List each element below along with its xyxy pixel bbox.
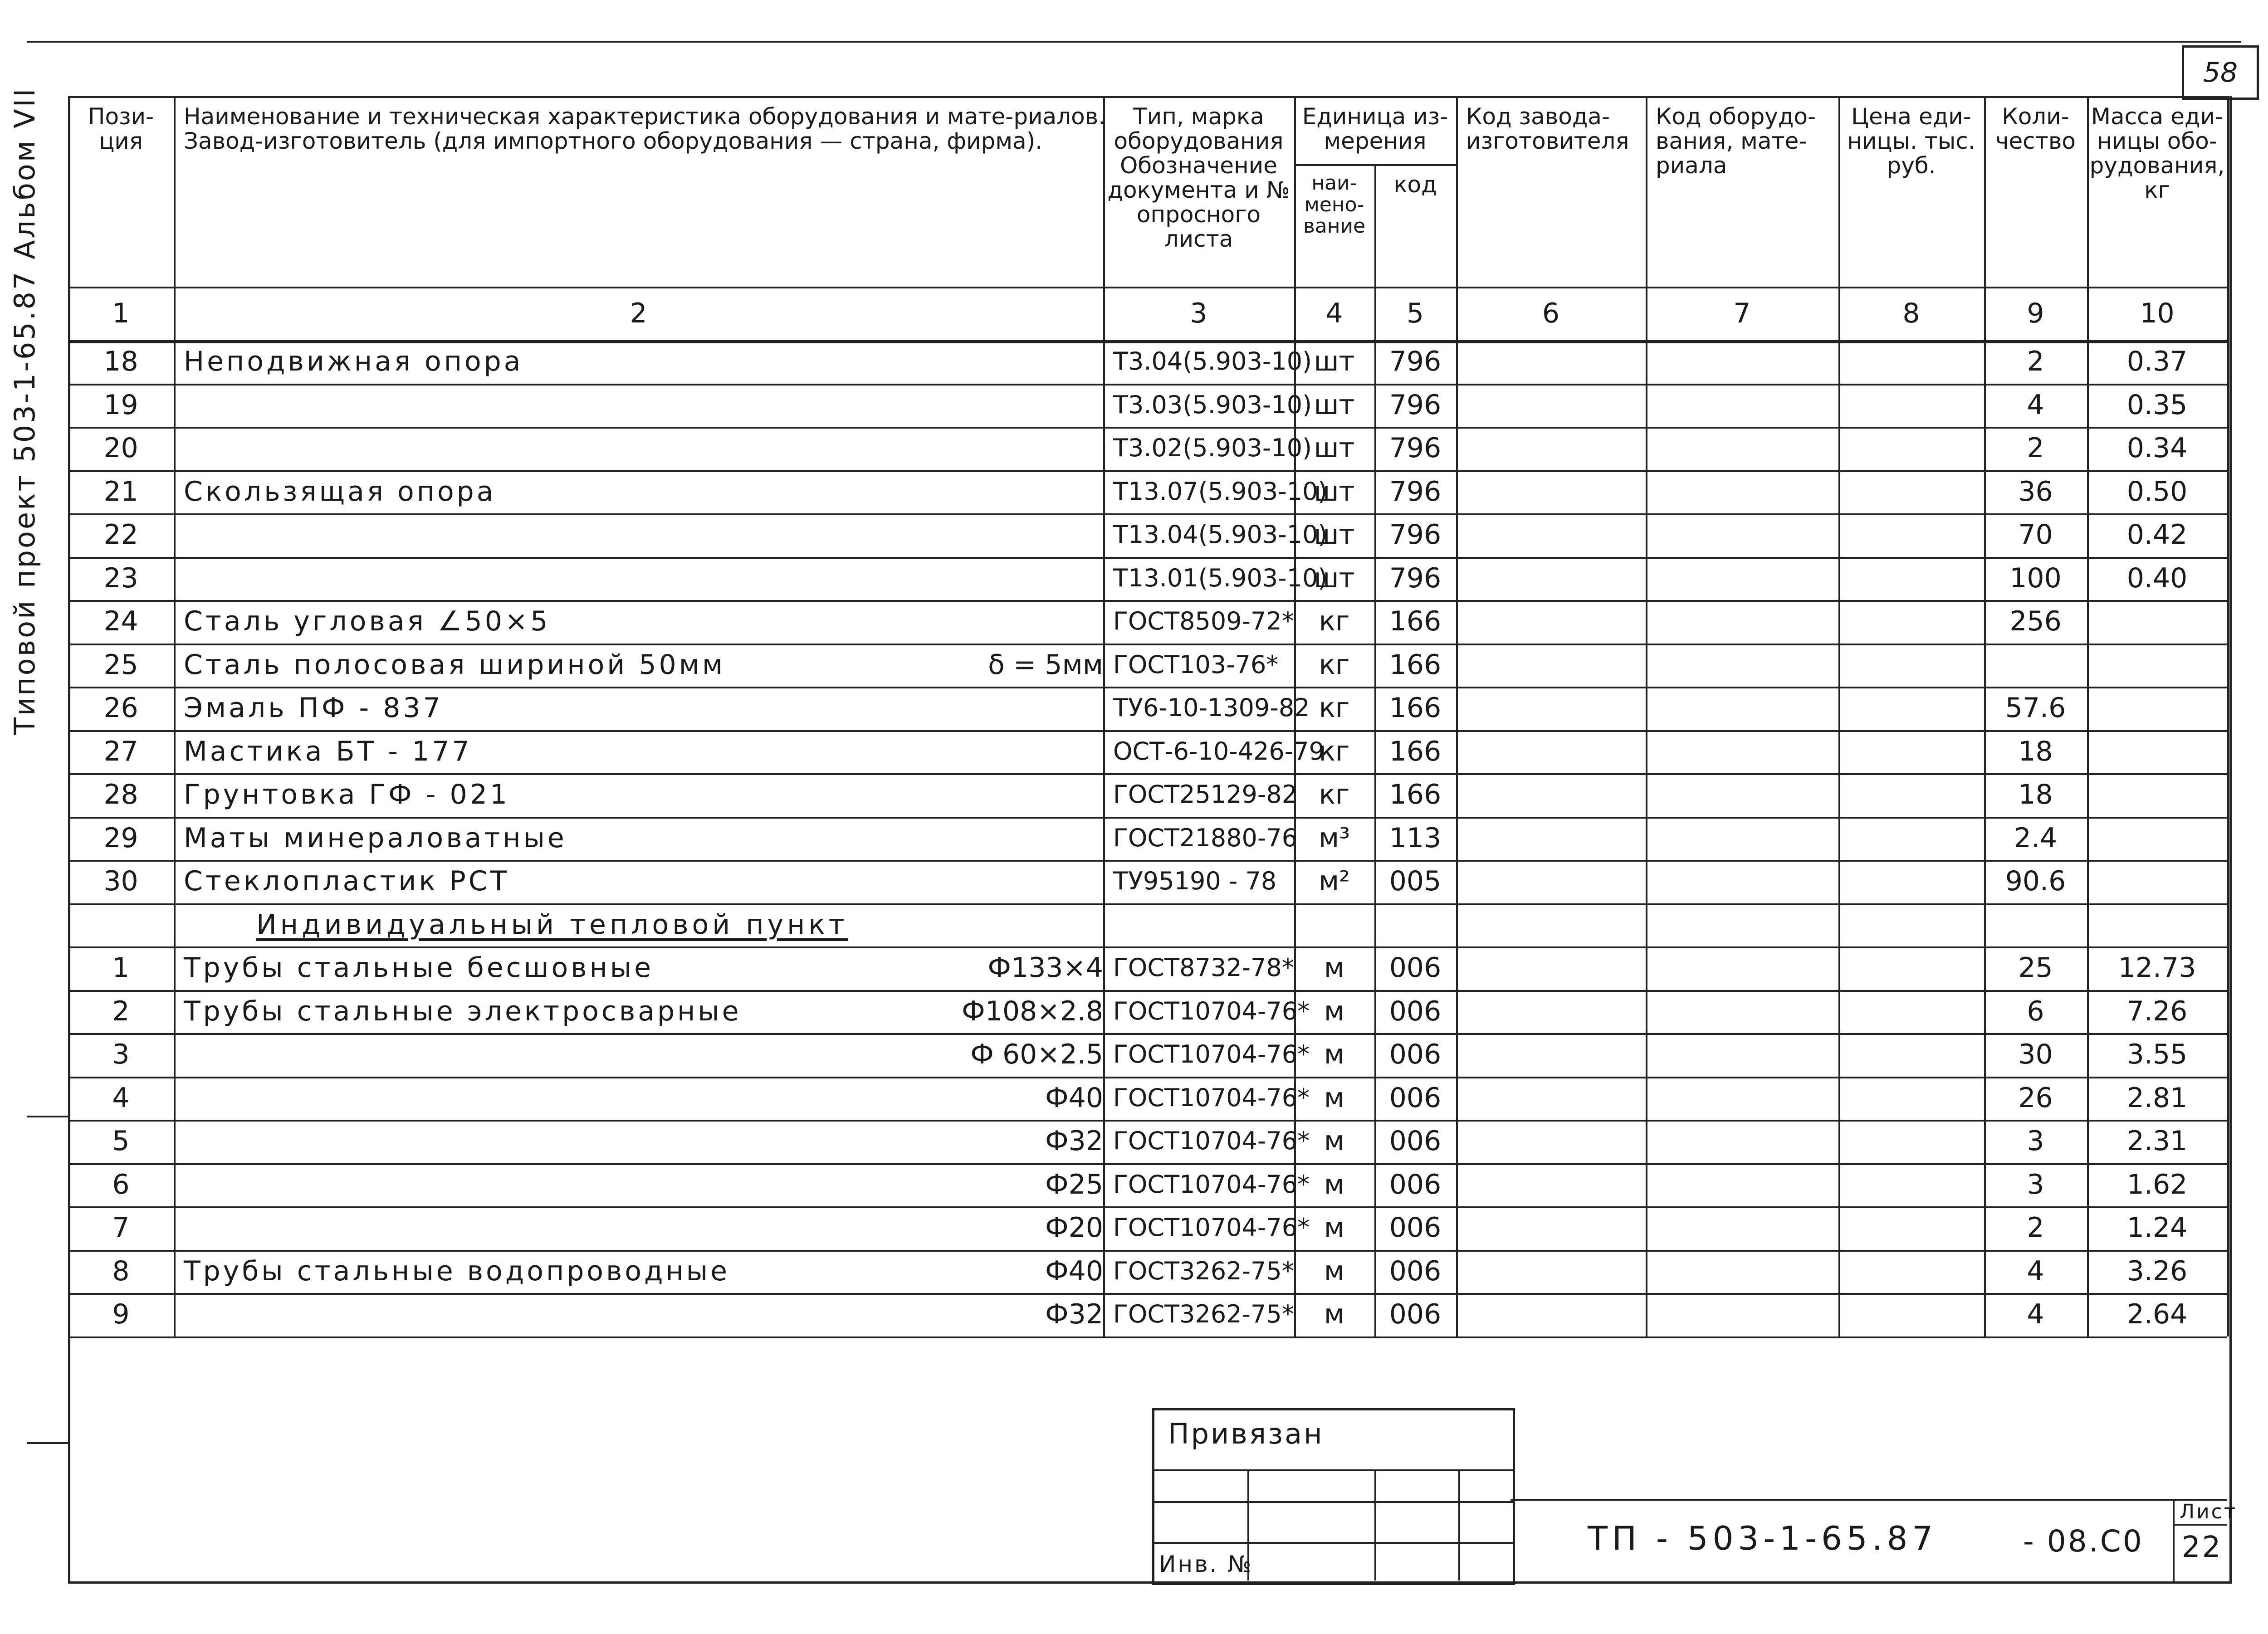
row-name: Мастика БТ - 177: [184, 735, 472, 767]
row-quantity: 30: [2018, 1039, 2053, 1071]
row-quantity: 6: [2027, 995, 2044, 1027]
row-quantity: [1984, 903, 2087, 947]
stamp-divider: [2173, 1499, 2175, 1581]
row-name: [174, 513, 895, 557]
row-unit-mass: 0.40: [2126, 562, 2188, 594]
row-unit-name: м: [1324, 1212, 1345, 1244]
row-position: 18: [103, 346, 138, 378]
row-name: [174, 384, 895, 427]
row-position: 21: [103, 475, 138, 507]
row-unit-name: кг: [1319, 692, 1350, 724]
row-unit-name: м: [1324, 1125, 1345, 1157]
row-document: ГОСТ21880-76: [1113, 823, 1298, 852]
row-unit-mass: 2.64: [2126, 1298, 2188, 1331]
row-unit-name: шт: [1314, 519, 1355, 551]
row-dimension: [894, 427, 1113, 470]
header-col1: Пози-ция: [88, 103, 154, 154]
row-unit-name: м: [1324, 1082, 1345, 1114]
row-unit-mass: [2087, 903, 2227, 947]
row-quantity: 4: [2027, 389, 2044, 421]
row-position: 8: [112, 1255, 130, 1287]
row-unit-code: 166: [1389, 605, 1442, 638]
row-unit-code: 796: [1389, 562, 1442, 594]
row-document: Т3.02(5.903-10): [1113, 434, 1312, 463]
column-number: 4: [1325, 297, 1343, 329]
column-number: 1: [112, 297, 130, 329]
row-unit-name: м: [1324, 1298, 1345, 1331]
stamp-divider: [2173, 1524, 2227, 1526]
row-unit-name: шт: [1314, 389, 1355, 421]
row-name: Трубы стальные электросварные: [184, 995, 742, 1027]
row-unit-code: 006: [1389, 952, 1442, 984]
header-unit-group: Единица из-мерения: [1302, 103, 1448, 154]
row-name: [174, 1206, 895, 1250]
row-position: 6: [112, 1168, 130, 1200]
row-quantity: [1984, 644, 2087, 687]
row-quantity: 2: [2027, 346, 2044, 378]
row-document: ГОСТ8509-72*: [1113, 607, 1294, 636]
row-name: [174, 427, 895, 470]
row-document: Т3.04(5.903-10): [1113, 347, 1312, 376]
row-dimension: Ф32: [1045, 1125, 1103, 1157]
row-quantity: 70: [2018, 519, 2053, 551]
row-document: ГОСТ10704-76*: [1113, 1127, 1310, 1156]
row-name: [174, 1163, 895, 1207]
row-unit-code: 006: [1389, 1255, 1442, 1287]
row-quantity: 25: [2018, 952, 2053, 984]
row-document: ГОСТ3262-75*: [1113, 1300, 1294, 1329]
row-document: ГОСТ10704-76*: [1113, 1213, 1310, 1242]
row-name: Скользящая опора: [184, 475, 496, 507]
row-document: ГОСТ10704-76*: [1113, 996, 1310, 1025]
row-unit-code: 005: [1389, 865, 1442, 897]
row-position: 20: [103, 432, 138, 464]
row-unit-name: [1294, 903, 1374, 947]
column-number: 7: [1733, 297, 1751, 329]
row-position: 7: [112, 1212, 130, 1244]
row-unit-code: 006: [1389, 1125, 1442, 1157]
header-col2: Наименование и техническая характеристика оборудования и мате-риалов. Завод-изготовитель (для импортного оборудования — страна, фирма).: [184, 103, 1106, 154]
top-border-line: [27, 41, 2241, 43]
row-unit-mass: [2087, 600, 2227, 644]
row-document: ГОСТ3262-75*: [1113, 1256, 1294, 1285]
header-col4: наи-мено-вание: [1303, 171, 1366, 238]
row-document: ГОСТ8732-78*: [1113, 953, 1294, 982]
row-position: [68, 903, 174, 947]
row-quantity: 18: [2018, 735, 2053, 767]
row-unit-code: 796: [1389, 519, 1442, 551]
row-dimension: [894, 384, 1113, 427]
header-col10: Масса еди-ницы обо-рудования, кг: [2089, 103, 2225, 203]
row-dimension: [894, 687, 1113, 730]
row-unit-name: м²: [1318, 865, 1350, 897]
row-position: 22: [103, 519, 138, 551]
row-name: Сталь полосовая шириной 50мм: [184, 649, 726, 681]
row-quantity: 3: [2027, 1168, 2044, 1200]
row-unit-name: кг: [1319, 649, 1350, 681]
row-unit-name: кг: [1319, 779, 1350, 811]
row-document: Т13.04(5.903-10): [1113, 520, 1328, 549]
row-unit-mass: 1.62: [2126, 1168, 2188, 1200]
list-number: 22: [2182, 1531, 2223, 1564]
stamp-divider: [1152, 1469, 1515, 1471]
row-unit-code: 166: [1389, 649, 1442, 681]
row-unit-code: [1374, 903, 1456, 947]
row-unit-mass: 2.81: [2126, 1082, 2188, 1114]
project-code: ТП - 503-1-65.87: [1588, 1519, 1938, 1557]
row-name: [174, 1033, 895, 1077]
row-dimension: δ = 5мм: [988, 649, 1103, 681]
row-position: 1: [112, 952, 130, 984]
row-quantity: 26: [2018, 1082, 2053, 1114]
row-unit-code: 006: [1389, 995, 1442, 1027]
row-unit-name: кг: [1319, 735, 1350, 767]
row-name: [174, 1077, 895, 1120]
document-mark: - 08.С0: [2023, 1524, 2144, 1559]
row-position: 4: [112, 1082, 130, 1114]
column-line: [2227, 96, 2229, 1336]
row-position: 24: [103, 605, 138, 638]
column-number: 5: [1406, 297, 1424, 329]
row-unit-mass: [2087, 687, 2227, 730]
row-unit-mass: 0.37: [2126, 346, 2188, 378]
row-name: Неподвижная опора: [184, 346, 523, 378]
row-unit-mass: [2087, 773, 2227, 817]
row-name: [174, 1293, 895, 1336]
header-col8: Цена еди-ницы. тыс. руб.: [1847, 103, 1975, 179]
row-unit-mass: [2087, 860, 2227, 903]
row-unit-name: шт: [1314, 475, 1355, 507]
row-position: 25: [103, 649, 138, 681]
row-unit-mass: 3.26: [2126, 1255, 2188, 1287]
row-quantity: 4: [2027, 1255, 2044, 1287]
row-unit-name: м: [1324, 995, 1345, 1027]
row-dimension: [894, 860, 1113, 903]
row-dimension: [894, 817, 1113, 860]
row-unit-code: 113: [1389, 822, 1442, 854]
column-number: 10: [2140, 297, 2175, 329]
row-unit-name: м³: [1318, 822, 1350, 854]
row-unit-mass: 0.42: [2126, 519, 2188, 551]
row-dimension: Ф108×2.8: [962, 995, 1103, 1027]
row-quantity: 3: [2027, 1125, 2044, 1157]
row-position: 27: [103, 735, 138, 767]
column-number: 2: [630, 297, 647, 329]
row-quantity: 2: [2027, 432, 2044, 464]
row-quantity: 57.6: [2005, 692, 2066, 724]
row-dimension: [894, 513, 1113, 557]
stamp-divider: [1152, 1501, 1515, 1503]
row-unit-code: 006: [1389, 1039, 1442, 1071]
section-title: Индивидуальный тепловой пункт: [256, 908, 848, 941]
row-document: ТУ6-10-1309-82: [1113, 693, 1310, 722]
row-unit-name: кг: [1319, 605, 1350, 638]
row-unit-code: 006: [1389, 1082, 1442, 1114]
column-number: 9: [2027, 297, 2044, 329]
sheet-number: 58: [2182, 45, 2259, 100]
header-col9: Коли-чество: [1995, 103, 2076, 154]
row-unit-code: 166: [1389, 779, 1442, 811]
row-position: 23: [103, 562, 138, 594]
row-name: [174, 1120, 895, 1163]
row-unit-code: 166: [1389, 735, 1442, 767]
row-position: 30: [103, 865, 138, 897]
row-unit-mass: [2087, 817, 2227, 860]
row-name: [174, 557, 895, 600]
row-dimension: [894, 903, 1113, 947]
row-unit-mass: 2.31: [2126, 1125, 2188, 1157]
row-dimension: [894, 470, 1113, 514]
row-document: ГОСТ25129-82: [1113, 780, 1298, 809]
row-quantity: 90.6: [2005, 865, 2066, 897]
row-unit-name: шт: [1314, 346, 1355, 378]
row-dimension: Ф 60×2.5: [970, 1039, 1103, 1071]
row-unit-code: 006: [1389, 1298, 1442, 1331]
privyazan-label: Привязан: [1168, 1417, 1324, 1450]
column-number: 6: [1542, 297, 1560, 329]
row-position: 2: [112, 995, 130, 1027]
stamp-top-line: [1510, 1499, 2227, 1501]
row-position: 19: [103, 389, 138, 421]
row-unit-code: 796: [1389, 432, 1442, 464]
row-unit-code: 006: [1389, 1212, 1442, 1244]
row-quantity: 4: [2027, 1298, 2044, 1331]
header-col7: Код оборудо-вания, мате-риала: [1656, 103, 1816, 179]
row-quantity: 256: [2009, 605, 2062, 638]
stamp-divider: [1152, 1542, 1515, 1544]
row-position: 5: [112, 1125, 130, 1157]
row-line: [68, 1336, 2227, 1338]
header-col3: Тип, марка оборудования Обозначение документа и № опросного листа: [1107, 103, 1290, 252]
row-document: ОСТ-6-10-426-79: [1113, 737, 1325, 766]
row-document: ГОСТ10704-76*: [1113, 1170, 1310, 1199]
row-name: Трубы стальные бесшовные: [184, 952, 654, 984]
row-document: Т3.03(5.903-10): [1113, 390, 1312, 419]
row-unit-code: 796: [1389, 389, 1442, 421]
row-document: Т13.01(5.903-10): [1113, 563, 1328, 592]
row-dimension: [894, 730, 1113, 774]
column-number: 3: [1190, 297, 1207, 329]
row-unit-code: 166: [1389, 692, 1442, 724]
row-unit-mass: 1.24: [2126, 1212, 2188, 1244]
row-dimension: [894, 340, 1113, 384]
row-unit-mass: 7.26: [2126, 995, 2188, 1027]
row-unit-mass: [2087, 644, 2227, 687]
row-unit-mass: 0.50: [2126, 475, 2188, 507]
margin-tick: [27, 1442, 68, 1444]
row-document: ГОСТ10704-76*: [1113, 1083, 1310, 1112]
row-document: ТУ95190 - 78: [1113, 867, 1277, 896]
row-dimension: Ф32: [1045, 1298, 1103, 1331]
row-position: 26: [103, 692, 138, 724]
row-document: ГОСТ10704-76*: [1113, 1040, 1310, 1069]
row-name: Трубы стальные водопроводные: [184, 1255, 730, 1287]
row-unit-mass: 12.73: [2118, 952, 2196, 984]
row-unit-code: 796: [1389, 475, 1442, 507]
album-side-label: Типовой проект 503-1-65.87 Альбом VII: [8, 87, 41, 735]
stamp-divider: [1458, 1469, 1460, 1580]
row-unit-name: м: [1324, 1255, 1345, 1287]
row-unit-code: 796: [1389, 346, 1442, 378]
row-document: [1103, 903, 1304, 947]
row-position: 28: [103, 779, 138, 811]
margin-tick: [27, 1116, 68, 1117]
row-dimension: [894, 557, 1113, 600]
row-dimension: Ф25: [1045, 1168, 1103, 1200]
row-quantity: 18: [2018, 779, 2053, 811]
row-name: Стеклопластик РСТ: [184, 865, 510, 897]
row-quantity: 2.4: [2014, 822, 2058, 854]
row-dimension: Ф20: [1045, 1212, 1103, 1244]
row-name: Маты минераловатные: [184, 822, 567, 854]
row-document: ГОСТ103-76*: [1113, 650, 1279, 679]
row-dimension: [894, 600, 1113, 644]
row-dimension: Ф40: [1045, 1082, 1103, 1114]
row-name: Эмаль ПФ - 837: [184, 692, 443, 724]
row-unit-mass: [2087, 730, 2227, 774]
row-position: 9: [112, 1298, 130, 1331]
header-col6: Код завода-изготовителя: [1466, 103, 1629, 154]
row-quantity: 36: [2018, 475, 2053, 507]
row-unit-name: м: [1324, 952, 1345, 984]
row-position: 3: [112, 1039, 130, 1071]
column-number: 8: [1902, 297, 1920, 329]
row-dimension: [894, 773, 1113, 817]
row-unit-name: шт: [1314, 562, 1355, 594]
header-col5: код: [1393, 171, 1437, 198]
row-dimension: Ф133×4: [987, 952, 1103, 984]
row-unit-name: м: [1324, 1039, 1345, 1071]
row-unit-name: шт: [1314, 432, 1355, 464]
row-name: Сталь угловая ∠50×5: [184, 605, 551, 638]
row-unit-mass: 0.35: [2126, 389, 2188, 421]
row-dimension: Ф40: [1045, 1255, 1103, 1287]
row-position: 29: [103, 822, 138, 854]
row-name: Грунтовка ГФ - 021: [184, 779, 510, 811]
list-label: Лист: [2180, 1500, 2238, 1523]
row-quantity: 2: [2027, 1212, 2044, 1244]
inv-no-label: Инв. №: [1159, 1551, 1253, 1577]
row-unit-name: м: [1324, 1168, 1345, 1200]
row-unit-mass: 3.55: [2126, 1039, 2188, 1071]
row-quantity: 100: [2009, 562, 2062, 594]
row-unit-mass: 0.34: [2126, 432, 2188, 464]
row-unit-code: 006: [1389, 1168, 1442, 1200]
row-document: Т13.07(5.903-10): [1113, 477, 1328, 506]
stamp-divider: [1374, 1469, 1376, 1580]
